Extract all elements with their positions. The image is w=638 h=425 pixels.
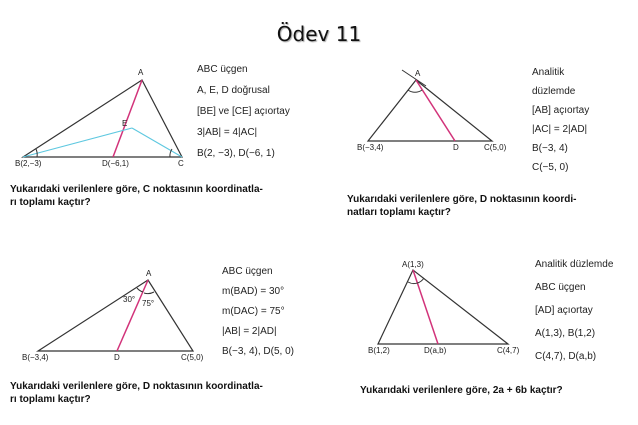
condition: ABC üçgen [535, 282, 586, 293]
label-a: A [138, 68, 144, 77]
angle-mark-a [408, 90, 422, 92]
segment-ad [413, 270, 438, 344]
segment-ad [416, 80, 455, 141]
label-d: D(−6,1) [102, 159, 129, 168]
condition: m(BAD) = 30° [222, 286, 285, 297]
page-title: Ödev 11 [276, 22, 362, 46]
label-e: E [122, 119, 128, 128]
condition: B(−3, 4) [532, 143, 568, 154]
label-c: C(5,0) [181, 353, 204, 362]
triangle-abc [23, 80, 182, 157]
condition: m(DAC) = 75° [222, 306, 285, 317]
problem2-question [347, 193, 577, 219]
triangle-abc [378, 270, 508, 344]
problem1-question [10, 183, 263, 209]
question-line: Yukarıdaki verilenlere göre, D noktasının koordinatla- [10, 381, 263, 392]
condition: Analitik düzlemde [535, 259, 614, 270]
problem3-conditions [222, 266, 294, 358]
question-line: Yukarıdaki verilenlere göre, 2a + 6b kaçtır? [360, 385, 563, 396]
condition: B(2, −3), D(−6, 1) [197, 148, 275, 159]
problem2-conditions [532, 67, 589, 174]
condition: [BE] ve [CE] açıortay [197, 106, 290, 117]
label-d: D(a,b) [424, 346, 447, 355]
condition: ABC üçgen [197, 64, 248, 75]
condition: |AB| = 2|AD| [222, 326, 277, 337]
label-b: B(−3,4) [22, 353, 49, 362]
triangle-abc [38, 280, 193, 351]
problem1-figure [10, 62, 200, 172]
angle-mark-dac [144, 292, 154, 294]
condition: C(4,7), D(a,b) [535, 351, 597, 362]
segment-be [23, 128, 132, 157]
label-c: C(5,0) [484, 143, 507, 152]
segment-ad [113, 80, 142, 157]
condition: B(−3, 4), D(5, 0) [222, 346, 294, 357]
label-a: A [146, 269, 152, 278]
question-line: Yukarıdaki verilenlere göre, D noktasının koordi- [347, 194, 577, 205]
angle-mark-bad [137, 288, 143, 292]
label-angle-30: 30° [123, 295, 136, 304]
condition: |AC| = 2|AD| [532, 124, 588, 135]
label-b: B(2,−3) [15, 159, 42, 168]
condition: C(−5, 0) [532, 162, 569, 173]
condition: 3|AB| = 4|AC| [197, 127, 258, 138]
label-c: C(4,7) [497, 346, 520, 355]
condition: Analitik [532, 67, 565, 78]
problem4-question [360, 384, 563, 397]
label-b: B(1,2) [368, 346, 390, 355]
label-c: C [178, 159, 184, 168]
label-a: A(1,3) [402, 260, 424, 269]
problem3-question [10, 380, 263, 406]
problem2-figure [350, 64, 530, 156]
problem4-conditions [535, 259, 613, 363]
condition: düzlemde [532, 86, 576, 97]
label-d: D [114, 353, 120, 362]
condition: A(1,3), B(1,2) [535, 328, 596, 339]
label-a: A [415, 69, 421, 78]
condition: [AB] açıortay [532, 105, 590, 116]
question-line: rı toplamı kaçtır? [10, 197, 91, 208]
question-line: rı toplamı kaçtır? [10, 394, 91, 405]
question-line: natları toplamı kaçtır? [347, 207, 451, 218]
triangle-abc [368, 80, 492, 141]
condition: [AD] açıortay [535, 305, 593, 316]
label-d: D [453, 143, 459, 152]
problem4-figure [360, 256, 540, 360]
label-b: B(−3,4) [357, 143, 384, 152]
label-angle-75: 75° [142, 299, 155, 308]
problem3-figure [15, 268, 215, 366]
condition: ABC üçgen [222, 266, 273, 277]
problem1-conditions [197, 64, 290, 160]
condition: A, E, D doğrusal [197, 85, 270, 96]
extension-line [402, 70, 426, 86]
question-line: Yukarıdaki verilenlere göre, C noktasının koordinatla- [10, 184, 263, 195]
